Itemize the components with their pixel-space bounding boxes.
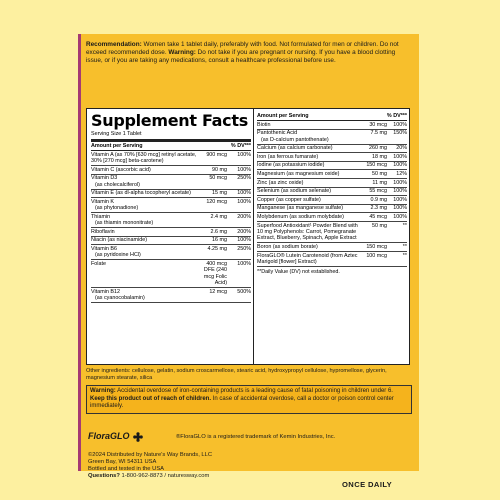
nutrient-name: Boron (as sodium borate) [257,243,318,250]
supplement-facts-panel [86,108,410,365]
nutrient-row [91,288,251,303]
nutrient-dv: ** [402,222,407,229]
nutrient-row [91,151,251,166]
nutrient-row [91,175,251,190]
nutrient-name: Niacin (as niacinamide) [91,237,148,244]
nutrient-amount: 260 mg [369,145,387,152]
nutrient-amount: 4.25 mg [207,245,227,252]
nutrient-amount: 100 mcg [366,252,387,259]
nutrient-dv: 100% [393,179,407,186]
nutrient-row [257,213,407,222]
nutrient-amount: 18 mg [372,153,387,160]
nutrient-name: Pantothenic Acid (as D-calcium pantothenate) [257,130,361,143]
nutrient-dv: 12% [396,170,407,177]
nutrient-dv: ** [402,252,407,259]
nutrient-dv: 500% [237,288,251,295]
facts-right-header: Amount per Serving % DV*** [257,113,407,119]
side-stripe [78,34,81,471]
nutrient-row [91,198,251,213]
nutrient-name: Vitamin D3 (as cholecalciferol) [91,175,197,188]
facts-title: Supplement Facts [91,111,248,130]
nutrient-name: Magnesium (as magnesium oxide) [257,170,340,177]
nutrient-name: Riboflavin [91,228,115,235]
nutrient-dv: 100% [393,188,407,195]
nutrient-dv: 100% [237,198,251,205]
nutrient-amount: 900 mcg [206,151,227,158]
nutrient-name: Biotin [257,121,271,128]
nutrient-dv: 20% [396,145,407,152]
nutrient-name: Calcium (as calcium carbonate) [257,145,333,152]
nutrient-source: (as cyanocobalamin) [95,295,145,302]
once-daily-label: ONCE DAILY [342,480,393,489]
nutrient-name: Vitamin B12 (as cyanocobalamin) [91,289,197,302]
floraglo-logo: FloraGLO [88,431,144,442]
nutrient-name: Vitamin K (as phytonadione) [91,199,197,212]
nutrient-amount: 30 mcg [369,121,387,128]
nutrient-dv: 250% [237,175,251,182]
nutrient-row [257,243,407,252]
nutrient-row [257,222,407,243]
nutrient-row [257,162,407,171]
nutrient-amount: 2.6 mg [210,228,227,235]
nutrient-dv: 100% [393,213,407,220]
nutrient-row [91,213,251,228]
nutrient-name: Folate [91,260,106,267]
nutrient-amount: 55 mcg [369,188,387,195]
nutrient-dv: 200% [237,228,251,235]
nutrient-name: Iron (as ferrous fumarate) [257,153,319,160]
nutrient-amount: 400 mcg DFE (240 mcg Folic Acid) [203,260,227,287]
nutrient-row [257,179,407,188]
nutrient-row [257,121,407,130]
nutrient-row [91,228,251,237]
flower-icon [132,432,144,442]
nutrient-dv: 200% [237,213,251,220]
nutrient-source: (as thiamin mononitrate) [95,220,154,227]
nutrient-amount: 50 mg [372,222,387,229]
nutrient-amount: 2.4 mg [210,213,227,220]
nutrient-dv: 100% [393,153,407,160]
nutrient-amount: 2.3 mg [370,205,387,212]
distribution-info: ©2024 Distributed by Nature's Way Brands, LLC Green Bay, WI 54311 USA Bottled and tested in the USA Questions? 1-800-962-8873 / naturesway.com [88,452,213,479]
nutrient-dv: 100% [237,151,251,158]
nutrient-dv: 100% [237,166,251,173]
nutrient-source: (as cholecalciferol) [95,181,140,188]
nutrient-dv: 250% [237,245,251,252]
nutrient-dv: 100% [237,260,251,267]
nutrient-amount: 45 mcg [369,213,387,220]
nutrient-row [91,260,251,288]
nutrient-row [91,190,251,199]
dv-footnote: **Daily Value (DV) not established. [257,268,340,275]
recommendation-text: Recommendation: Women take 1 tablet daily, preferably with food. Not formulated for men or children. Do not exceed recommended dose. Warning: Do not take if you are pregnant or nursing. If you have a blood clotting issue, or if you are taking any medications, consult a healthcare professional before use. [86,41,399,65]
nutrient-name: Zinc (as zinc oxide) [257,179,304,186]
nutrient-dv: ** [402,243,407,250]
nutrient-row [257,130,407,145]
nutrient-amount: 7.5 mg [370,130,387,137]
iron-warning-box: Warning: Accidental overdose of iron-containing products is a leading cause of fatal poisoning in children under 6. Keep this product out of reach of children. In case of accidental overdose, call a doctor or poison control center immediately. [86,385,412,414]
nutrient-amount: 15 mg [212,190,227,197]
facts-right-column [257,109,407,364]
nutrient-name: Vitamin C (ascorbic acid) [91,166,151,173]
nutrient-name: Manganese (as manganese sulfate) [257,205,344,212]
nutrient-name: Copper (as copper sulfate) [257,196,321,203]
nutrient-name: Vitamin B6 (as pyridoxine HCl) [91,246,197,259]
nutrient-name: Superfood Antioxidant¹ Powder Blend with 10 mg Polyphenols: Carrot, Pomegranate Extract, Blueberry, Spinach, Apple Extract [257,222,358,242]
nutrient-row [257,205,407,214]
nutrient-name: Thiamin (as thiamin mononitrate) [91,214,197,227]
nutrient-dv: 100% [393,162,407,169]
nutrient-amount: 0.9 mg [370,196,387,203]
nutrient-row [257,188,407,197]
nutrient-row [257,252,407,267]
nutrient-amount: 120 mcg [206,198,227,205]
nutrient-name: Molybdenum (as sodium molybdate) [257,213,344,220]
nutrient-name: FloraGLO® Lutein Carotenoid (from Aztec Marigold [flower] Extract) [257,252,358,265]
nutrient-amount: 50 mcg [209,175,227,182]
nutrient-amount: 90 mg [212,166,227,173]
nutrient-amount: 150 mcg [366,162,387,169]
nutrient-amount: 11 mg [372,179,387,186]
nutrient-row [257,145,407,154]
nutrient-row [257,196,407,205]
nutrient-dv: 100% [237,237,251,244]
nutrient-row [91,166,251,175]
trademark-notice: ®FloraGLO is a registered trademark of Kemin Industries, Inc. [176,434,336,440]
nutrient-amount: 150 mcg [366,243,387,250]
nutrient-name: Selenium (as sodium selenate) [257,188,332,195]
nutrient-amount: 12 mcg [209,288,227,295]
column-divider [253,109,254,364]
facts-left-column [91,109,251,364]
product-label-panel [78,34,419,489]
nutrient-row [257,170,407,179]
facts-right-rows [257,121,407,267]
nutrient-dv: 100% [393,196,407,203]
nutrient-amount: 50 mg [372,170,387,177]
nutrient-row [91,237,251,246]
nutrient-dv: 100% [237,190,251,197]
nutrient-name: Vitamin A (as 70% [630 mcg] retinyl acetate, 30% [270 mcg] beta-carotene) [91,151,197,164]
nutrient-amount: 16 mg [212,237,227,244]
nutrient-source: (as pyridoxine HCl) [95,252,141,259]
nutrient-dv: 100% [393,205,407,212]
nutrient-name: Iodine (as potassium iodide) [257,162,325,169]
serving-size: Serving Size 1 Tablet [91,131,142,137]
facts-left-rows [91,151,251,303]
nutrient-name: Vitamin E (as dl-alpha tocopheryl acetate) [91,190,191,197]
nutrient-dv: 150% [393,130,407,137]
nutrient-row [91,245,251,260]
other-ingredients: Other ingredients: cellulose, gelatin, sodium croscarmellose, stearic acid, hydroxypropyl cellulose, hypromellose, glycerin, magnesium stearate, silica [86,368,387,381]
nutrient-source: (as phytonadione) [95,205,139,212]
nutrient-row [257,153,407,162]
nutrient-dv: 100% [393,121,407,128]
facts-header: Amount per Serving % DV*** [91,143,251,149]
nutrient-source: (as D-calcium pantothenate) [261,136,329,143]
